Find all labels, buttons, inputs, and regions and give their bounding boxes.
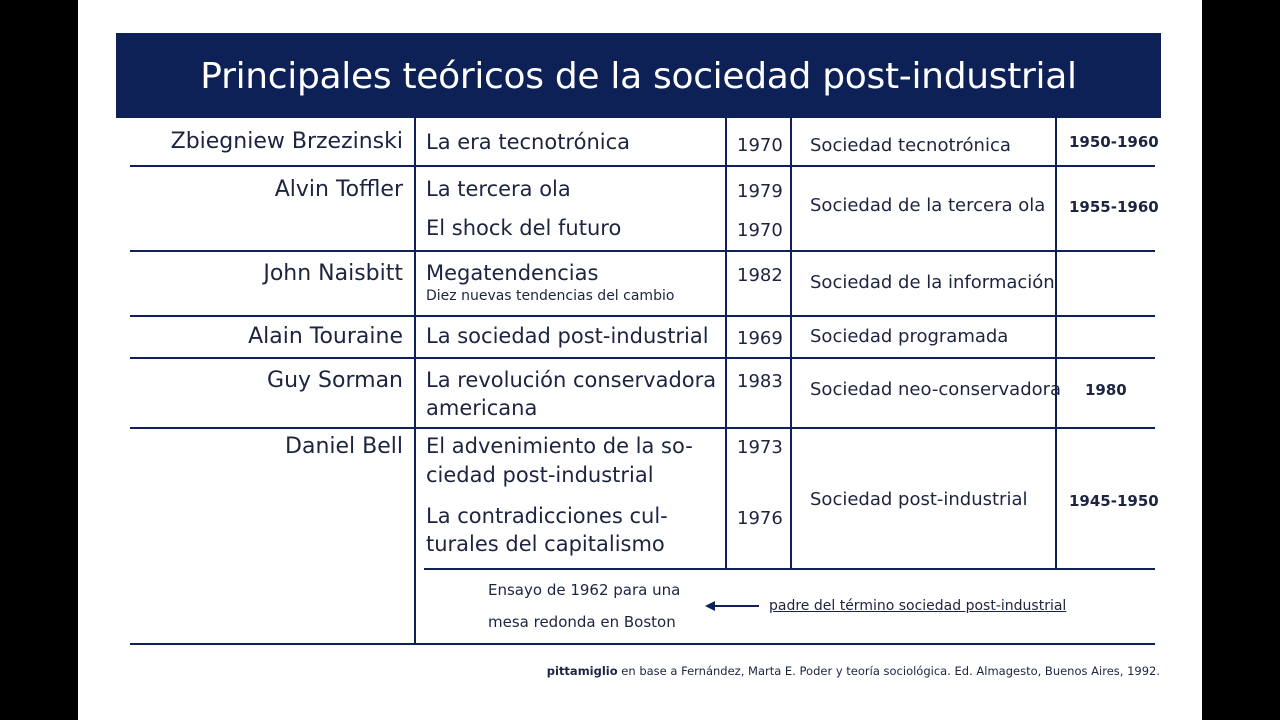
- author-name: Alain Touraine: [248, 324, 403, 349]
- author-name: Alvin Toffler: [274, 177, 403, 202]
- society-concept: Sociedad post-industrial: [810, 489, 1028, 510]
- book-year: 1982: [737, 265, 783, 286]
- book-year: 1976: [737, 508, 783, 529]
- book-title: El advenimiento de la so-: [426, 434, 693, 458]
- society-concept: Sociedad tecnotrónica: [810, 135, 1011, 156]
- book-year: 1979: [737, 181, 783, 202]
- book-year: 1983: [737, 371, 783, 392]
- left-arrow-icon: [705, 597, 761, 615]
- book-title: La era tecnotrónica: [426, 130, 631, 154]
- book-title: La tercera ola: [426, 177, 571, 201]
- row-divider: [130, 427, 1155, 429]
- author-name: John Naisbitt: [263, 261, 403, 286]
- book-year: 1970: [737, 135, 783, 156]
- book-title: Megatendencias: [426, 261, 599, 285]
- society-concept: Sociedad neo-conservadora: [810, 379, 1062, 400]
- title-banner: [116, 33, 1161, 118]
- column-divider: [1055, 118, 1057, 570]
- column-divider: [790, 118, 792, 570]
- period: 1950-1960: [1069, 133, 1159, 151]
- period: 1945-1950: [1069, 492, 1159, 510]
- column-divider: [414, 118, 416, 645]
- author-name: Zbiegniew Brzezinski: [170, 129, 403, 154]
- essay-note: Ensayo de 1962 para una mesa redonda en Boston: [488, 581, 681, 631]
- society-concept: Sociedad de la información: [810, 272, 1055, 293]
- book-year: 1969: [737, 328, 783, 349]
- period: 1980: [1085, 381, 1127, 399]
- book-title-continued: americana: [426, 396, 538, 420]
- row-divider: [130, 250, 1155, 252]
- book-title-continued: turales del capitalismo: [426, 532, 665, 556]
- book-title-continued: ciedad post-industrial: [426, 463, 654, 487]
- book-year: 1973: [737, 437, 783, 458]
- source-credit: [547, 664, 1160, 678]
- book-subtitle: Diez nuevas tendencias del cambio: [426, 288, 675, 304]
- book-year: 1970: [737, 220, 783, 241]
- column-divider: [725, 118, 727, 570]
- society-concept: Sociedad de la tercera ola: [810, 195, 1046, 216]
- credit-author: pittamiglio: [546, 664, 618, 678]
- row-divider: [130, 165, 1155, 167]
- slide-title: Principales teóricos de la sociedad post-industrial: [200, 56, 1077, 97]
- author-name: Guy Sorman: [267, 368, 403, 393]
- book-title: La revolución conservadora: [426, 368, 717, 392]
- term-origin-note: padre del término sociedad post-industrial: [769, 598, 1067, 614]
- book-title: El shock del futuro: [426, 216, 622, 240]
- credit-text: en base a Fernández, Marta E. Poder y teoría sociológica. Ed. Almagesto, Buenos Aires, 1992.: [617, 664, 1160, 678]
- table-bottom-border: [130, 643, 1155, 645]
- slide: [78, 0, 1202, 720]
- society-concept: Sociedad programada: [810, 326, 1009, 347]
- row-divider: [130, 315, 1155, 317]
- row-divider: [130, 357, 1155, 359]
- author-name: Daniel Bell: [285, 434, 403, 459]
- book-title: La contradicciones cul-: [426, 504, 668, 528]
- period: 1955-1960: [1069, 198, 1159, 216]
- book-title: La sociedad post-industrial: [426, 324, 709, 348]
